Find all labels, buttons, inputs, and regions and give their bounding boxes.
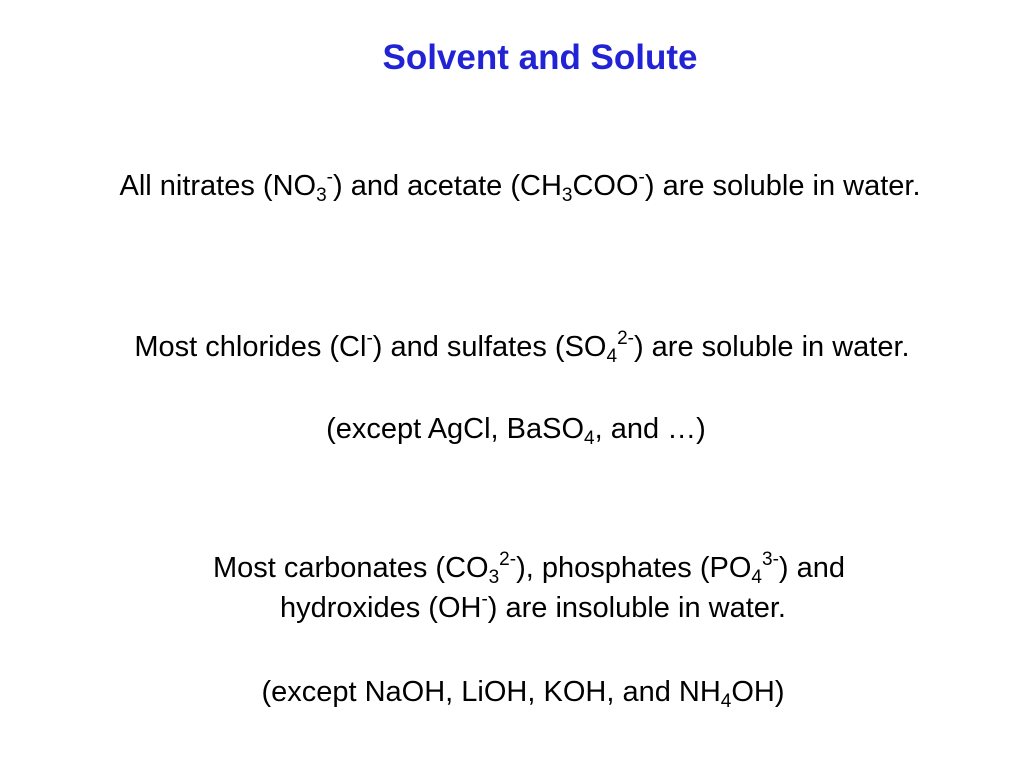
rule-nitrates-acetates: All nitrates $(NO_3^-)$ and acetate $(CH_3COO^-)$ are soluble in water.	[119, 167, 921, 206]
slide-title: Solvent and Solute	[382, 38, 698, 77]
rule-hydroxides: hydroxides (OH-) are insoluble in water.	[279, 589, 786, 624]
rule-chlorides-sulfates: Most chlorides (Cl-) and sulfates $(SO_4^{2-})$ are soluble in water.	[134, 328, 910, 367]
rule-chlorides-sulfates-exceptions: (except AgCl, BaSO$_4$, and …)	[326, 413, 706, 449]
rule-carbonates-phosphates: Most carbonates $(CO_3^{2-})$, phosphates $(PO_4^{3-})$ and	[212, 549, 846, 588]
rule-hydroxides-exceptions: (except NaOH, LiOH, KOH, and $NH_4OH$)	[261, 676, 785, 712]
